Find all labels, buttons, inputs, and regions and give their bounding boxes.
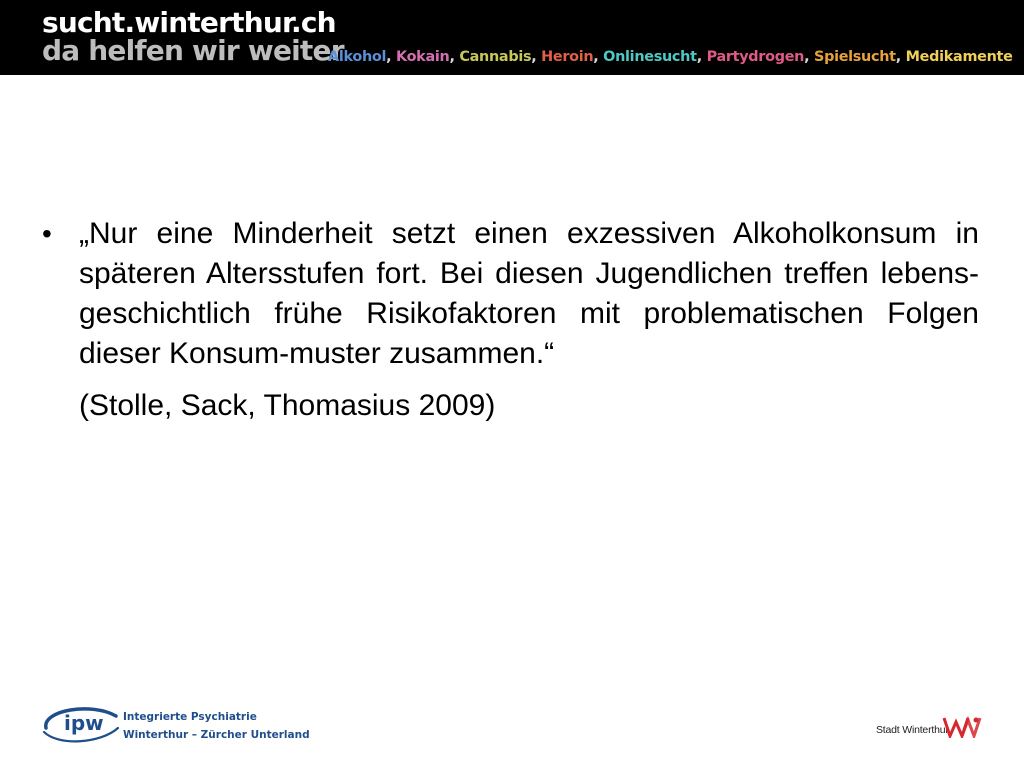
topic-separator: , xyxy=(593,49,604,65)
topic-cannabis: Cannabis xyxy=(459,49,532,65)
winterthur-logo-icon xyxy=(942,714,984,738)
org-name-line1: Integrierte Psychiatrie xyxy=(123,711,257,723)
topic-onlinesucht: Onlinesucht xyxy=(603,49,697,65)
city-branding xyxy=(876,714,986,740)
topic-alkohol: Alkohol xyxy=(328,49,387,65)
topic-kokain: Kokain xyxy=(396,49,450,65)
topic-medikamente: Medikamente xyxy=(905,49,1013,65)
topic-separator: , xyxy=(386,49,396,65)
topic-separator: , xyxy=(449,49,460,65)
topic-list xyxy=(328,47,1013,67)
topic-separator: , xyxy=(696,49,707,65)
topic-spielsucht: Spielsucht xyxy=(814,49,896,65)
ipw-logo-text: ipw xyxy=(64,711,104,735)
topic-partydrogen: Partydrogen xyxy=(706,49,805,65)
header-banner xyxy=(0,0,1024,75)
quote-text: „Nur eine Minderheit setzt einen exzessiven Alkoholkonsum in späteren Altersstufen fort. Bei diesen Jugendlichen treffen lebens-geschichtlich frühe Risikofaktoren mit problematischen Folgen dieser Konsum-muster zusammen.“ xyxy=(79,217,979,370)
topic-separator: , xyxy=(531,49,542,65)
topic-heroin: Heroin xyxy=(541,49,594,65)
bullet-point: • xyxy=(42,218,52,249)
site-title: sucht.winterthur.ch xyxy=(42,6,336,39)
ipw-branding xyxy=(40,702,310,746)
topic-separator: , xyxy=(895,49,906,65)
org-name-line2: Winterthur – Zürcher Unterland xyxy=(123,729,310,741)
topic-separator: , xyxy=(804,49,814,65)
ipw-logo-icon xyxy=(40,702,120,744)
city-name: Stadt Winterthur xyxy=(876,724,949,736)
citation-text: (Stolle, Sack, Thomasius 2009) xyxy=(79,389,496,422)
site-slogan: da helfen wir weiter xyxy=(42,34,344,67)
slide-content xyxy=(42,214,979,426)
